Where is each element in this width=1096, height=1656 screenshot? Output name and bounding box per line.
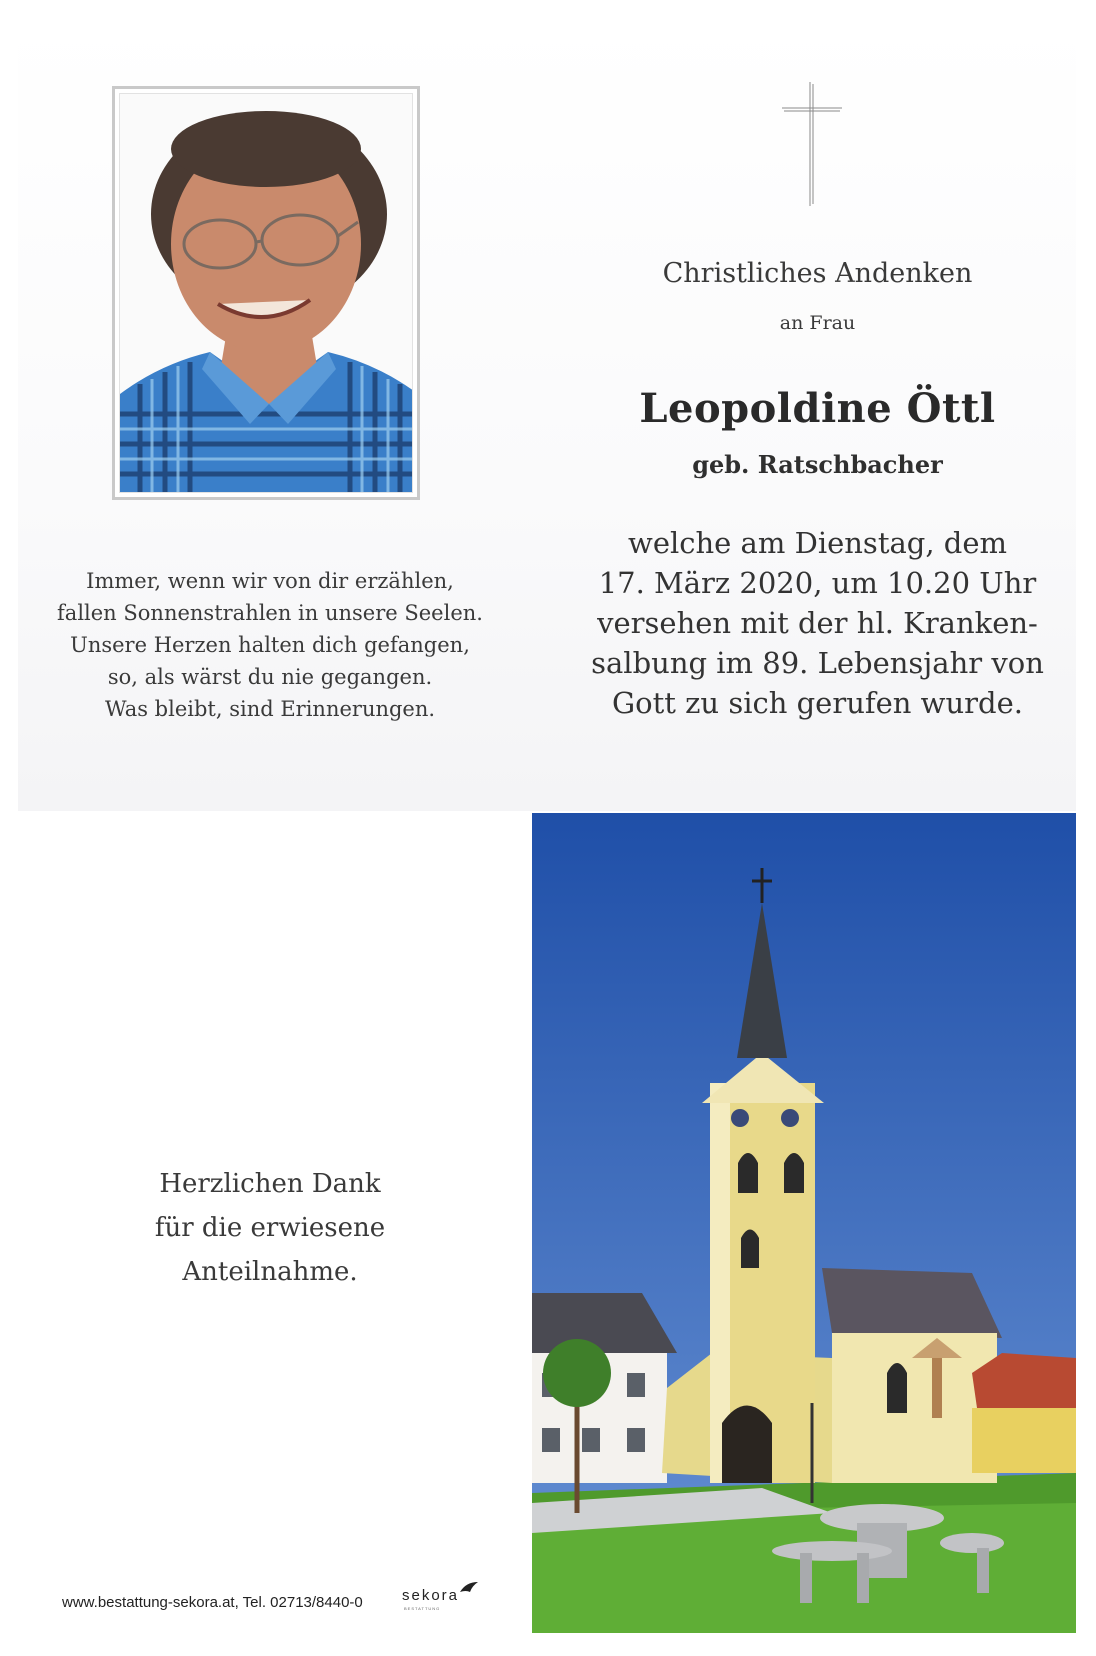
footer-contact: www.bestattung-sekora.at, Tel. 02713/8440-0: [62, 1594, 363, 1611]
church-photo: [532, 813, 1076, 1633]
poem-line: so, als wärst du nie gegangen.: [107, 665, 433, 689]
poem-line: Immer, wenn wir von dir erzählen,: [86, 569, 454, 593]
cross-icon: [782, 82, 842, 206]
thanks-line: Herzlichen Dank: [159, 1169, 381, 1199]
portrait-frame: [112, 86, 420, 500]
death-notice-line: salbung im 89. Lebensjahr von: [591, 646, 1044, 680]
sekora-logo-subtext: BESTATTUNG: [404, 1606, 441, 1611]
death-notice: [545, 523, 1090, 723]
thanks-line: Anteilnahme.: [182, 1257, 358, 1287]
thanks-line: für die erwiesene: [154, 1213, 386, 1243]
poem-line: Unsere Herzen halten dich gefangen,: [70, 633, 470, 657]
death-notice-line: welche am Dienstag, dem: [628, 526, 1007, 560]
death-notice-line: versehen mit der hl. Kranken-: [597, 606, 1038, 640]
portrait-photo: [119, 93, 413, 493]
sekora-logo: sekora: [402, 1587, 460, 1604]
leaf-icon: [458, 1580, 480, 1600]
thanks-message: [30, 1162, 510, 1294]
poem: [40, 565, 500, 725]
death-notice-line: Gott zu sich gerufen wurde.: [612, 686, 1023, 720]
death-notice-line: 17. März 2020, um 10.20 Uhr: [598, 566, 1037, 600]
salutation: an Frau: [779, 312, 856, 334]
birth-name: geb. Ratschbacher: [692, 450, 943, 479]
card-title: Christliches Andenken: [662, 258, 973, 289]
poem-line: fallen Sonnenstrahlen in unsere Seelen.: [57, 601, 483, 625]
deceased-name: Leopoldine Öttl: [639, 385, 996, 432]
poem-line: Was bleibt, sind Erinnerungen.: [104, 697, 436, 721]
